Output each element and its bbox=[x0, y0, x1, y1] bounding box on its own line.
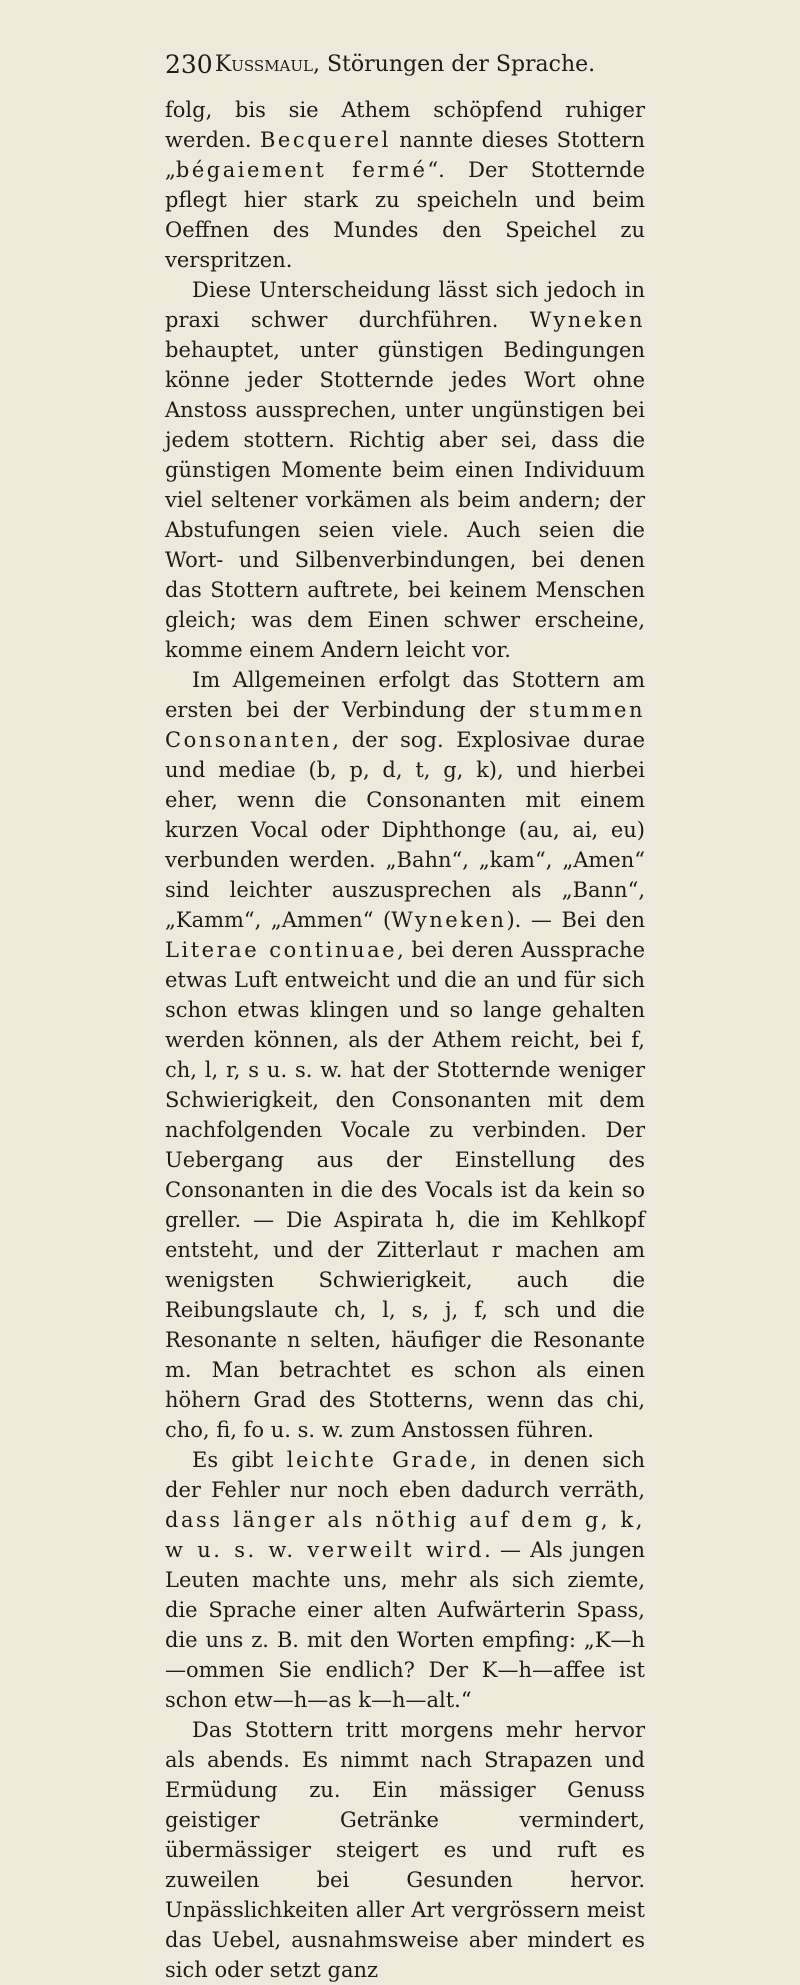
page-number: 230 bbox=[165, 50, 213, 79]
body-text bbox=[165, 95, 645, 1985]
text-run: , in denen sich der Fehler nur noch eben dadurch verräth, bbox=[165, 1448, 645, 1502]
text-run: Diese Unterscheidung lässt sich jedoch in praxi schwer durchführen. bbox=[165, 278, 645, 332]
text-run: nannte dieses Stottern „ bbox=[165, 128, 645, 182]
spaced-text: Wyneken bbox=[529, 308, 645, 332]
spaced-text: Wyneken bbox=[391, 908, 507, 932]
text-run: Das Stottern tritt morgens mehr hervor als abends. Es nimmt nach Strapazen und Ermüdung zu. Ein mässiger Genuss geistiger Getränke vermindert, übermässiger steigert es und ruft es zuweilen bei Gesunden hervor. Unpässlichkeiten aller Art vergrössern meist das Uebel, ausnahmsweise aber mindert es sich oder setzt ganz bbox=[165, 1718, 645, 1982]
text-run: , der sog. Explosivae durae und mediae (b, p, d, t, g, k), und hierbei eher, wenn die Consonanten mit einem kurzen Vocal oder Diphthonge (au, ai, eu) verbunden werden. „Bahn“, „kam“, „Amen“ sind leichter auszusprechen als „Bann“, „Kamm“, „Ammen“ ( bbox=[165, 728, 645, 932]
paragraph bbox=[165, 275, 645, 665]
running-title bbox=[165, 47, 645, 83]
spaced-text: bégaiement fermé bbox=[175, 158, 428, 182]
text-run: “. Der Stotternde pflegt hier stark zu speicheln und beim Oeffnen des Mundes den Speichel zu verspritzen. bbox=[165, 158, 645, 272]
spaced-text: dass länger als nöthig auf dem g, k, w u. s. w. verweilt wird bbox=[165, 1508, 645, 1562]
text-run: behauptet, unter günstigen Bedingungen könne jeder Stotternde jedes Wort ohne Anstoss aussprechen, unter ungünstigen bei jedem stottern. Richtig aber sei, dass die günstigen Momente beim einen Individuum viel seltener vorkämen als beim andern; der Abstufungen seien viele. Auch seien die Wort- und Silbenverbindungen, bei denen das Stottern auftrete, bei keinem Menschen gleich; was dem Einen schwer erscheine, komme einem Andern leicht vor. bbox=[165, 338, 645, 662]
page-header bbox=[165, 47, 645, 83]
running-title-text: Störungen der Sprache. bbox=[319, 52, 596, 77]
text-run: , bei deren Aussprache etwas Luft entweicht und die an und für sich schon etwas klingen und so lange gehalten werden können, als der Athem reicht, bei f, ch, l, r, s u. s. w. hat der Stotternde weniger Schwierigkeit, den Consonanten mit dem nachfolgenden Vocale zu verbinden. Der Uebergang aus der Einstellung des Consonanten in die des Vocals ist da kein so greller. — Die Aspirata h, die im Kehlkopf entsteht, und der Zitterlaut r machen am wenigsten Schwierigkeit, auch die Reibungslaute ch, l, s, j, f, sch und die Resonante n selten, häufiger die Resonante m. Man betrachtet es schon als einen höhern Grad des Stotterns, wenn das chi, cho, fi, fo u. s. w. zum Anstossen führen. bbox=[165, 938, 645, 1442]
spaced-text: Becquerel bbox=[259, 128, 391, 152]
paragraph bbox=[165, 1445, 645, 1715]
text-run: . — Als jungen Leuten machte uns, mehr als sich ziemte, die Sprache einer alten Aufwärterin Spass, die uns z. B. mit den Worten empfing: „K—h—ommen Sie endlich? Der K—h—affee ist schon etw—h—as k—h—alt.“ bbox=[165, 1538, 645, 1712]
paragraph bbox=[165, 665, 645, 1445]
paragraph bbox=[165, 1715, 645, 1985]
spaced-text: leichte Grade bbox=[286, 1448, 471, 1472]
running-title-author: Kussmaul, bbox=[214, 52, 320, 77]
spaced-text: stummen Consonanten bbox=[165, 698, 645, 752]
text-run: ). — Bei den bbox=[506, 908, 645, 932]
text-run: folg, bis sie Athem schöpfend ruhiger werden. bbox=[165, 98, 645, 152]
text-run: Es gibt bbox=[192, 1448, 287, 1472]
spaced-text: Literae continuae bbox=[165, 938, 398, 962]
paragraph bbox=[165, 95, 645, 275]
text-run: Im Allgemeinen erfolgt das Stottern am ersten bei der Verbindung der bbox=[165, 668, 645, 722]
